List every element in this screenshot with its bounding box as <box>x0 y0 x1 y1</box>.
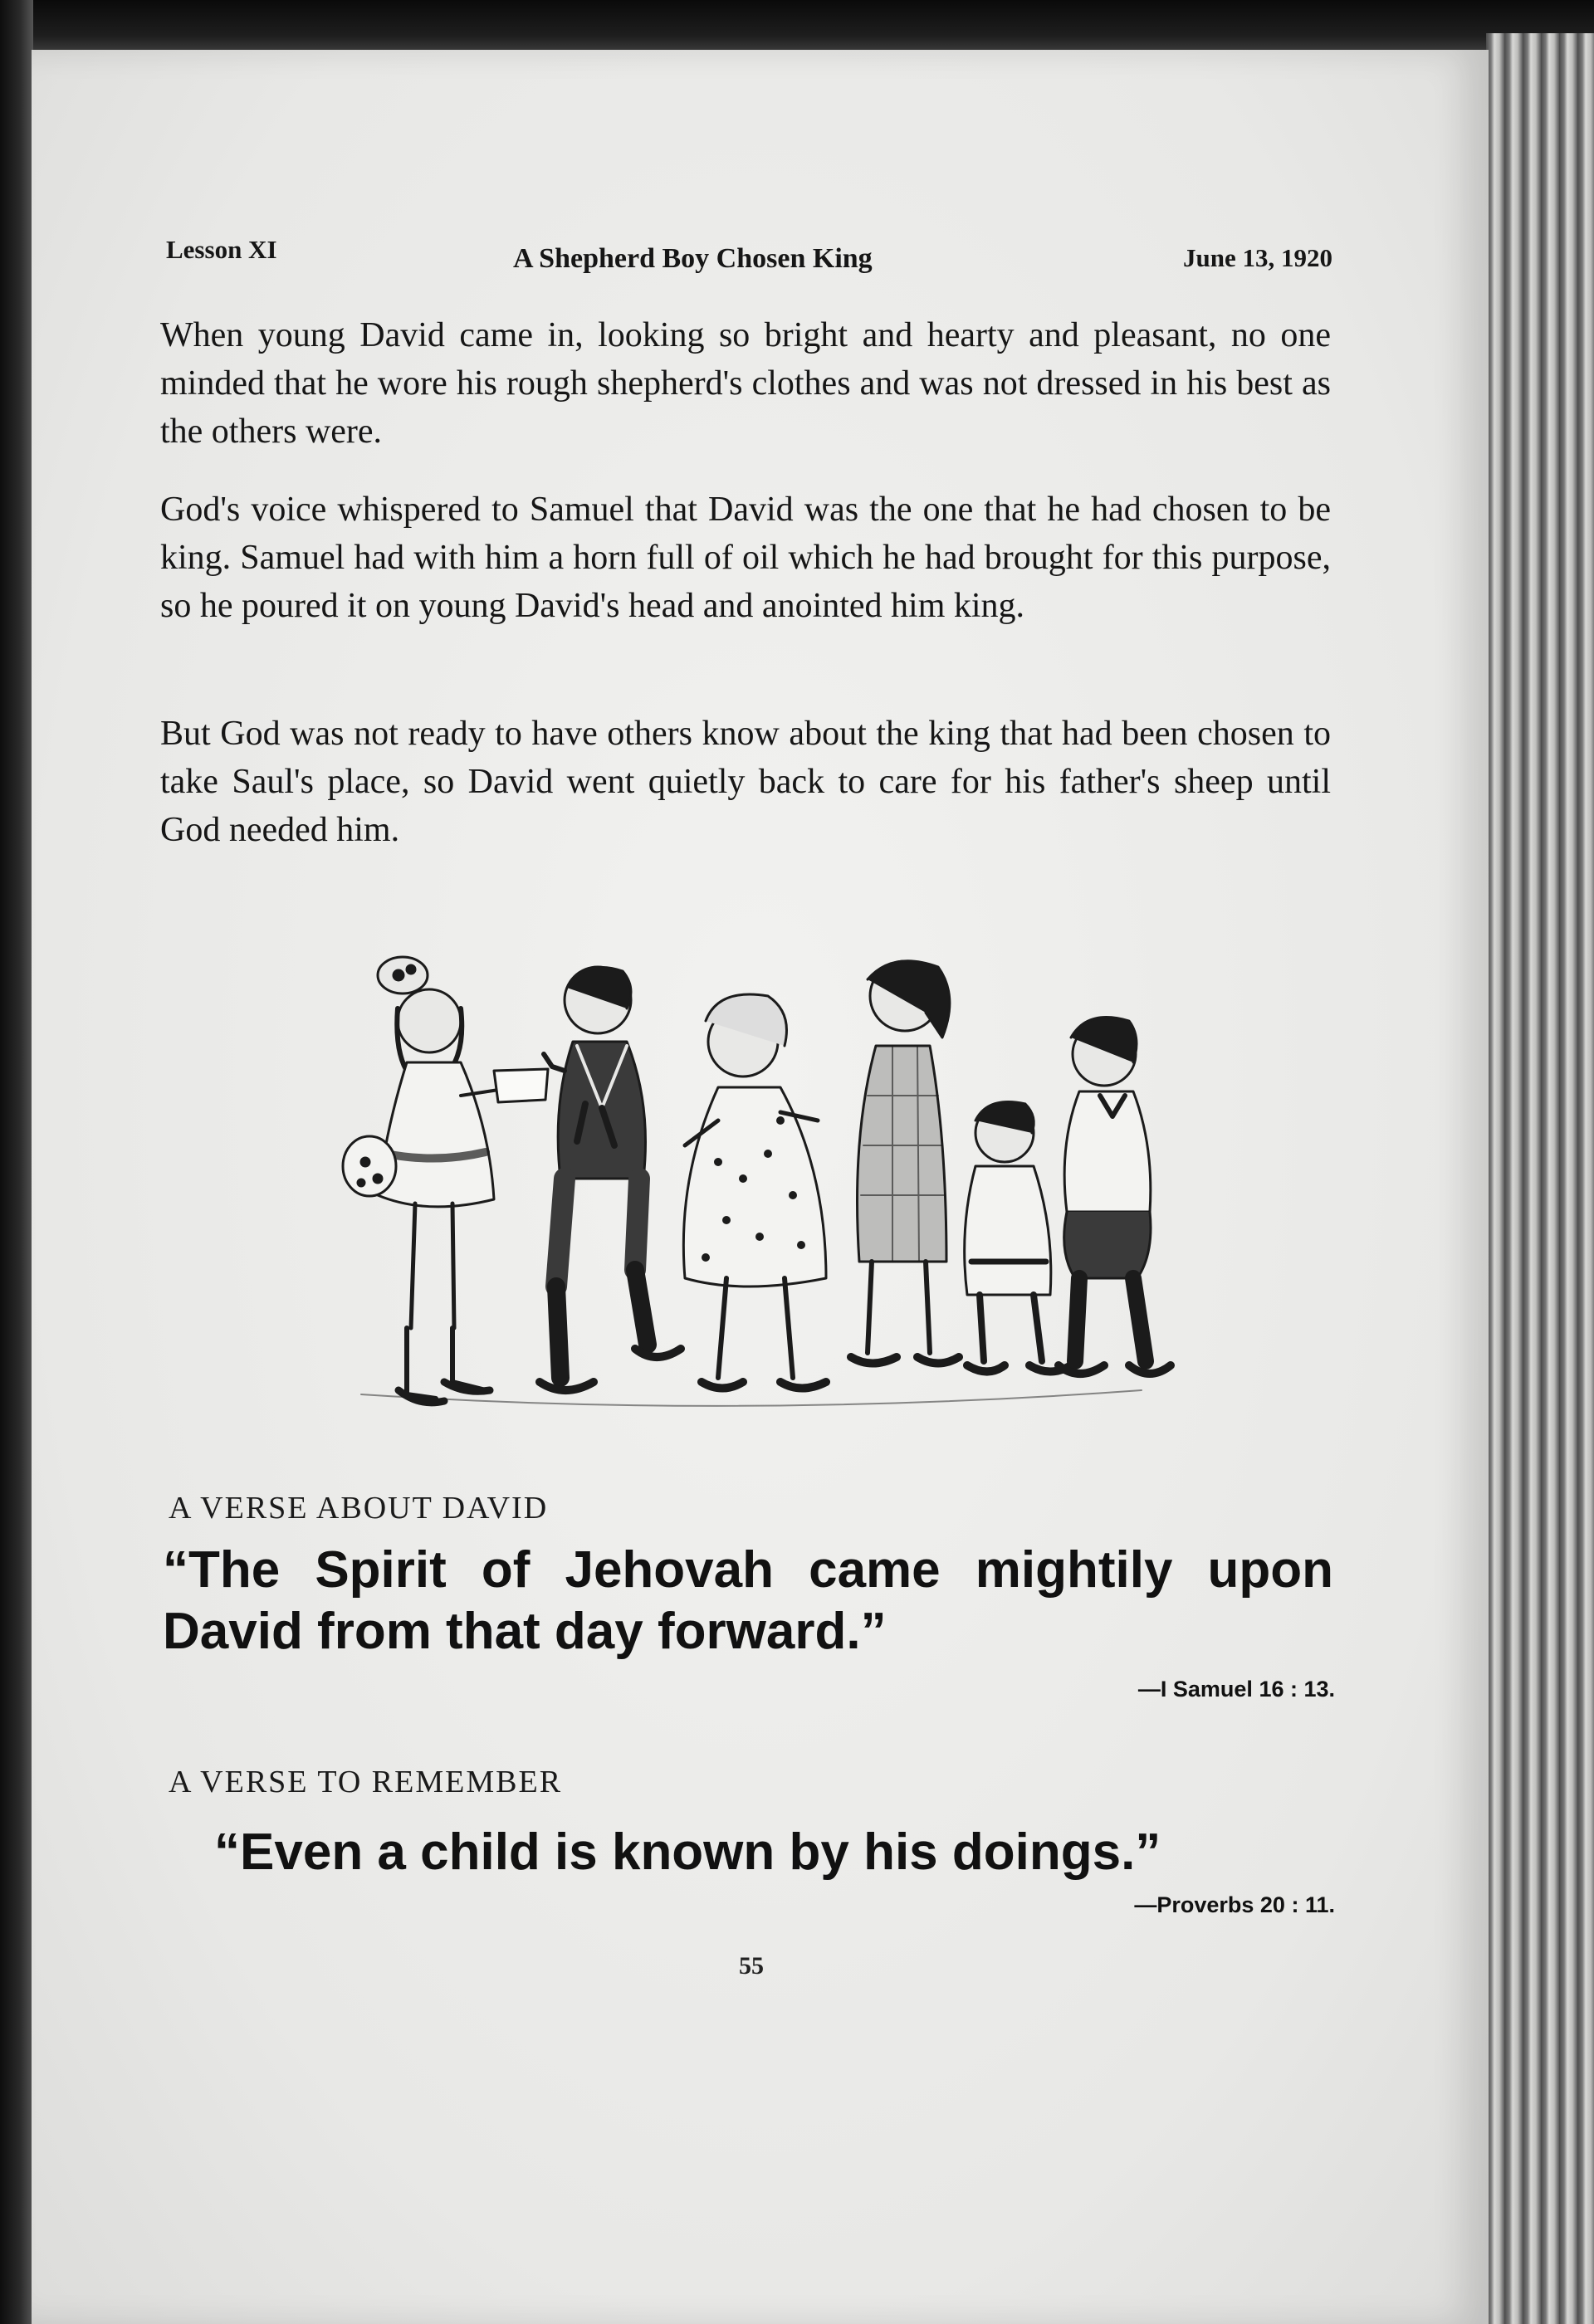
small-boy-figure <box>965 1102 1071 1372</box>
book-spine-edge <box>0 0 33 2324</box>
girl-pinafore-figure <box>851 961 959 1364</box>
paragraph-1: When young David came in, looking so bright and hearty and pleasant, no one minded that he wore his rough shepherd's clothes and was not dressed in his best as the others were. <box>160 316 1331 451</box>
lesson-date: June 13, 1920 <box>1183 243 1332 272</box>
verse-about-label: A VERSE ABOUT DAVID <box>169 1491 549 1526</box>
children-illustration <box>328 930 1175 1428</box>
page-number: 55 <box>739 1952 764 1980</box>
running-header <box>166 235 1332 276</box>
paragraph-2: God's voice whispered to Samuel that David was the one that he had chosen to be king. Samuel had with him a horn full of oil which he had brought for this purpose, so he poured it on young David's head and anointed him king. <box>160 491 1331 625</box>
lesson-title: A Shepherd Boy Chosen King <box>513 243 873 274</box>
verse-remember-text: “Even a child is known by his doings.” <box>214 1824 1161 1881</box>
lesson-number: Lesson XI <box>166 235 277 264</box>
girl-with-bow-figure <box>343 957 548 1403</box>
boy-sailor-figure <box>540 967 681 1390</box>
scan-top-border <box>0 0 1594 51</box>
girl-clover-dress-figure <box>683 994 826 1389</box>
verse-about-text: “The Spirit of Jehovah came mightily upon David from that day forward.” <box>163 1541 1333 1660</box>
boy-right-figure <box>1059 1018 1171 1374</box>
paragraph-3: But God was not ready to have others know about the king that had been chosen to take Saul's place, so David went quietly back to care for his father's sheep until God needed him. <box>160 715 1331 849</box>
verse-remember-label: A VERSE TO REMEMBER <box>169 1765 563 1799</box>
page-stack-edge <box>1486 33 1594 2324</box>
verse-remember-citation: —Proverbs 20 : 11. <box>1134 1892 1335 1917</box>
verse-about-citation: —I Samuel 16 : 13. <box>1137 1677 1335 1702</box>
